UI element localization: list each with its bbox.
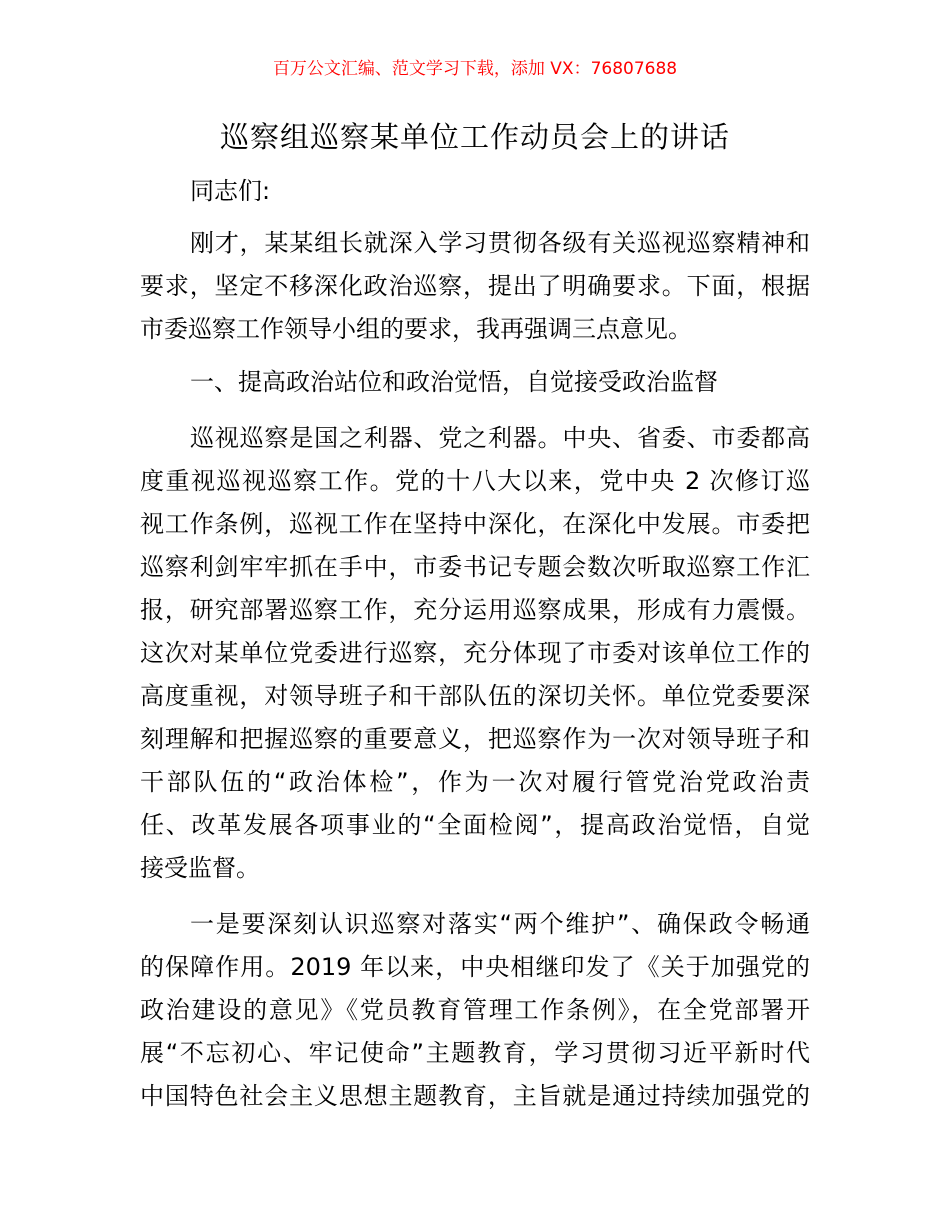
paragraph-line: 度重视巡视巡察工作。党的十八大以来，党中央 2 次修订巡 (140, 467, 810, 495)
paragraph-line: 一是要深刻认识巡察对落实“两个维护”、确保政令畅通 (190, 910, 810, 938)
paragraph-line: 中国特色社会主义思想主题教育，主旨就是通过持续加强党的 (140, 1082, 810, 1110)
paragraph-line: 政治建设的意见》《党员教育管理工作条例》，在全党部署开 (140, 996, 810, 1024)
paragraph-line: 这次对某单位党委进行巡察，充分体现了市委对该单位工作的 (140, 639, 810, 667)
salutation: 同志们: (190, 177, 271, 205)
paragraph-line: 市委巡察工作领导小组的要求，我再强调三点意见。 (140, 315, 692, 343)
paragraph-line: 干部队伍的“政治体检”，作为一次对履行管党治党政治责 (140, 768, 810, 796)
paragraph-line: 巡察利剑牢牢抓在手中，市委书记专题会数次听取巡察工作汇 (140, 553, 810, 581)
paragraph-line: 视工作条例，巡视工作在坚持中深化，在深化中发展。市委把 (140, 510, 810, 538)
section-heading: 一、提高政治站位和政治觉悟，自觉接受政治监督 (190, 368, 718, 396)
paragraph-line: 刚才，某某组长就深入学习贯彻各级有关巡视巡察精神和 (190, 229, 810, 257)
paragraph-line: 报，研究部署巡察工作，充分运用巡察成果，形成有力震慑。 (140, 596, 810, 624)
paragraph-line: 刻理解和把握巡察的重要意义，把巡察作为一次对领导班子和 (140, 725, 810, 753)
paragraph-line: 要求，坚定不移深化政治巡察，提出了明确要求。下面，根据 (140, 272, 810, 300)
paragraph-line: 的保障作用。2019 年以来，中央相继印发了《关于加强党的 (140, 953, 810, 981)
paragraph-line: 高度重视，对领导班子和干部队伍的深切关怀。单位党委要深 (140, 682, 810, 710)
paragraph-line: 接受监督。 (140, 854, 260, 882)
paragraph-line: 展“不忘初心、牢记使命”主题教育，学习贯彻习近平新时代 (140, 1039, 810, 1067)
paragraph-line: 任、改革发展各项事业的“全面检阅”，提高政治觉悟，自觉 (140, 811, 810, 839)
paragraph-line: 巡视巡察是国之利器、党之利器。中央、省委、市委都高 (190, 424, 810, 452)
document-title: 巡察组巡察某单位工作动员会上的讲话 (219, 120, 730, 154)
watermark-header: 百万公文汇编、范文学习下载，添加 VX：76807688 (272, 59, 678, 79)
